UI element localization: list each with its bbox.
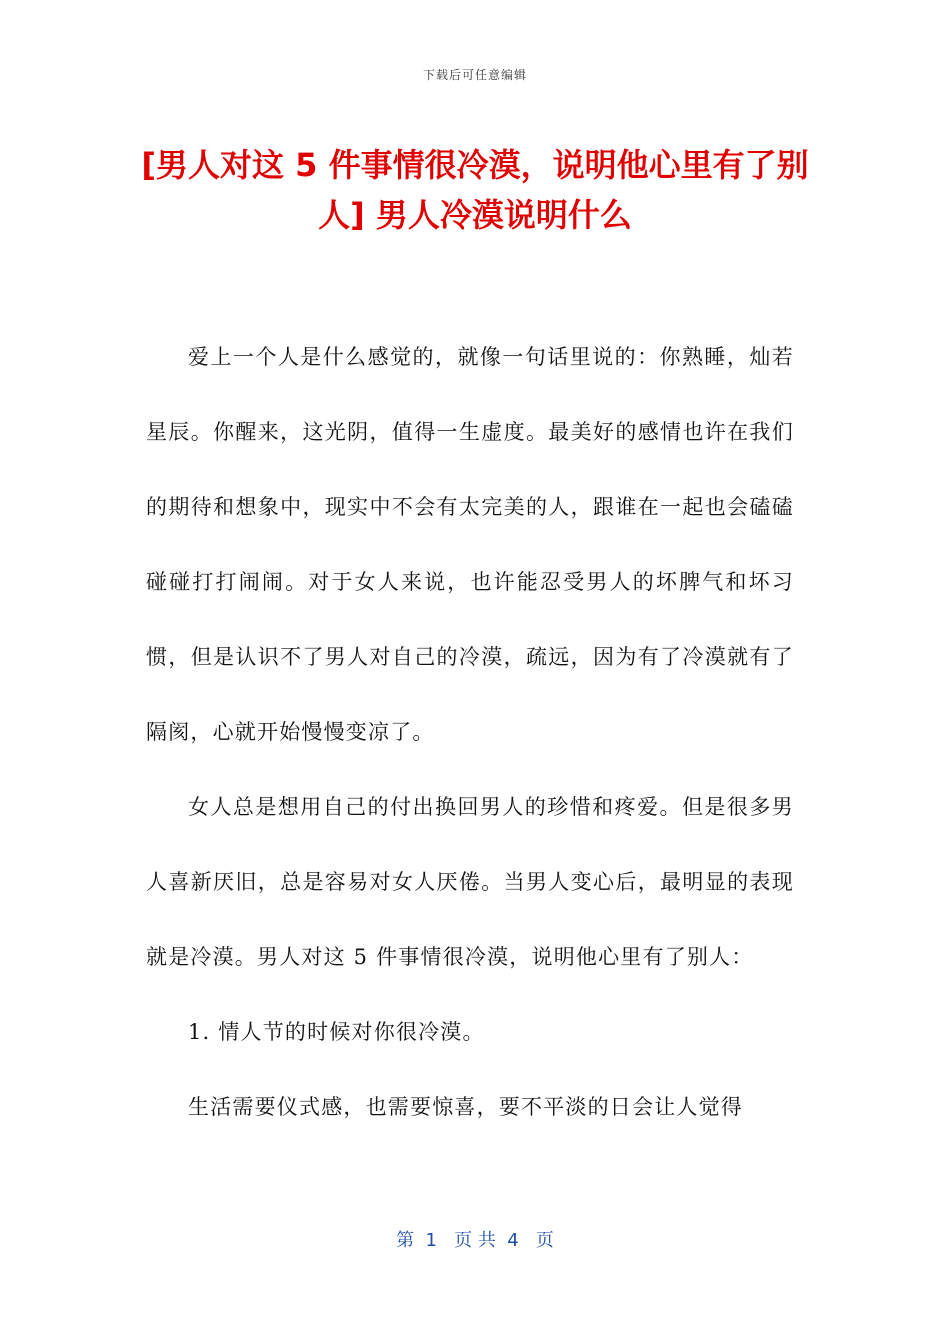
- document-body: [146, 320, 794, 1145]
- paragraph: 女人总是想用自己的付出换回男人的珍惜和疼爱。但是很多男人喜新厌旧，总是容易对女人厌倦。当男人变心后，最明显的表现就是冷漠。男人对这 5 件事情很冷漠，说明他心里有了别人：: [146, 795, 794, 969]
- paragraph: 生活需要仪式感，也需要惊喜，要不平淡的日会让人觉得: [188, 1095, 743, 1119]
- list-item: 1. 情人节的时候对你很冷漠。: [188, 1020, 485, 1044]
- page-number-footer: 第 1 页 共 4 页: [396, 1230, 554, 1251]
- document-title: [男人对这 5 件事情很冷漠，说明他心里有了别人] 男人冷漠说明什么: [141, 146, 809, 234]
- paragraph: 爱上一个人是什么感觉的，就像一句话里说的：你熟睡，灿若星辰。你醒来，这光阴，值得一生虚度。最美好的感情也许在我们的期待和想象中，现实中不会有太完美的人，跟谁在一起也会磕磕碰碰打打闹闹。对于女人来说，也许能忍受男人的坏脾气和坏习惯，但是认识不了男人对自己的冷漠，疏远，因为有了冷漠就有了隔阂，心就开始慢慢变凉了。: [146, 345, 794, 744]
- header-note: 下载后可任意编辑: [422, 68, 527, 82]
